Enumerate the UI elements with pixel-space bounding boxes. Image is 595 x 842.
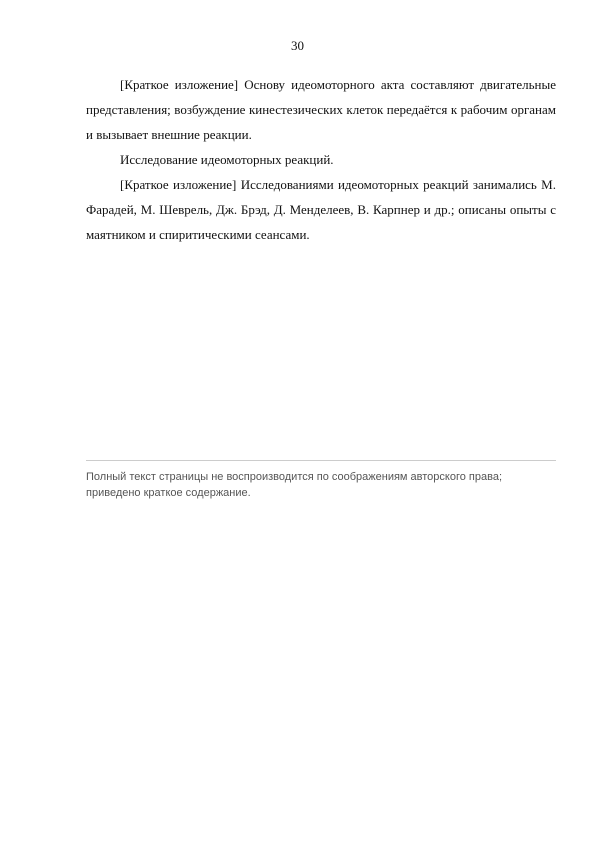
page-number: 30 (291, 38, 304, 53)
summary-paragraph-1: [Краткое изложение] Основу идеомоторного акта составляют двигательные представления; возбуждение кинестезических клеток передаётся к рабочим органам и вызывает внешние реакции. (86, 77, 556, 142)
summary-paragraph-2: [Краткое изложение] Исследованиями идеомоторных реакций занимались М. Фарадей, М. Шеврель, Дж. Брэд, Д. Менделеев, В. Карпнер и др.; описаны опыты с маятником и спиритическими сеансами. (86, 177, 556, 242)
section-heading: Исследование идеомоторных реакций. (120, 152, 334, 167)
body-text (86, 72, 556, 247)
copyright-note: Полный текст страницы не воспроизводится по соображениям авторского права; приведено краткое содержание. (86, 460, 556, 501)
